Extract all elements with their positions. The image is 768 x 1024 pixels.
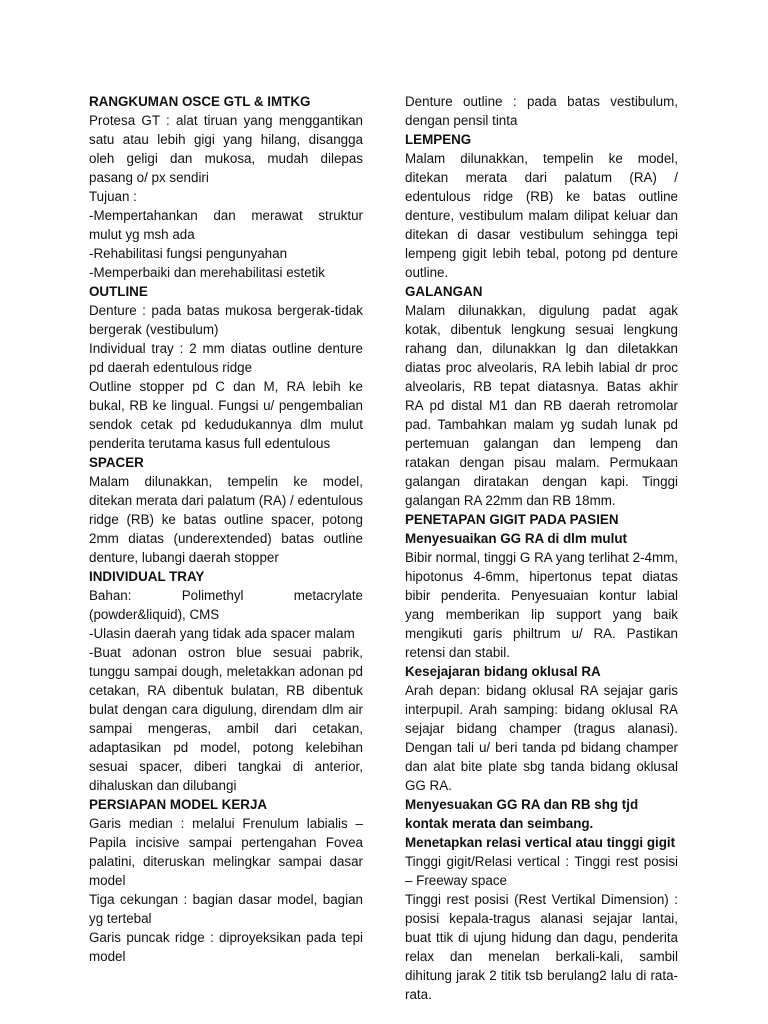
section-heading: Menetapkan relasi vertical atau tinggi gigit: [405, 835, 676, 850]
section-heading: Kesejajaran bidang oklusal RA: [405, 664, 601, 679]
section-heading: RANGKUMAN OSCE GTL & IMTKG: [89, 94, 311, 109]
text-paragraph: Tiga cekungan : bagian dasar model, bagian yg tertebal: [89, 892, 363, 926]
text-paragraph: -Ulasin daerah yang tidak ada spacer malam: [89, 626, 355, 641]
text-paragraph: -Memperbaiki dan merehabilitasi estetik: [89, 265, 325, 280]
text-paragraph: Arah depan: bidang oklusal RA sejajar garis interpupil. Arah samping: bidang oklusal RA sejajar bidang champer (tragus alanasi). Dengan tali u/ beri tanda pd bidang champer dan alat bite plate sbg tanda bidang oklusal GG RA.: [405, 683, 678, 793]
text-paragraph: -Buat adonan ostron blue sesuai pabrik, tunggu sampai dough, meletakkan adonan pd cetakan, RA dibentuk bulatan, RB dibentuk bulat dengan cara digulung, direndam dlm air sampai mengeras, ambil dari cetakan, adaptasikan pd model, potong kelebihan sesuai spacer, diberi tangkai di anterior, dihaluskan dan dilubangi: [89, 645, 363, 793]
text-paragraph: -Mempertahankan dan merawat struktur mulut yg msh ada: [89, 208, 363, 242]
section-heading: GALANGAN: [405, 284, 483, 299]
section-heading: INDIVIDUAL TRAY: [89, 569, 205, 584]
right-column: [405, 92, 678, 1004]
section-heading: OUTLINE: [89, 284, 148, 299]
section-heading: PERSIAPAN MODEL KERJA: [89, 797, 268, 812]
text-paragraph: -Rehabilitasi fungsi pengunyahan: [89, 246, 288, 261]
text-paragraph: Garis puncak ridge : diproyeksikan pada tepi model: [89, 930, 363, 964]
text-paragraph: Bibir normal, tinggi G RA yang terlihat 2-4mm, hipotonus 4-6mm, hipertonus tepat diatas bibir penderita. Penyesuaian kontur labial yang memberikan lip support yang baik mengikuti garis philtrum u/ RA. Pastikan retensi dan stabil.: [405, 550, 678, 660]
section-heading: Menyesuaikan GG RA di dlm mulut: [405, 531, 627, 546]
section-heading: PENETAPAN GIGIT PADA PASIEN: [405, 512, 619, 527]
text-paragraph: Individual tray : 2 mm diatas outline denture pd daerah edentulous ridge: [89, 341, 363, 375]
section-heading: SPACER: [89, 455, 144, 470]
text-paragraph: Garis median : melalui Frenulum labialis – Papila incisive sampai pertengahan Fovea palatini, diteruskan melingkar sampai dasar model: [89, 816, 363, 888]
text-paragraph: Denture outline : pada batas vestibulum, dengan pensil tinta: [405, 94, 678, 128]
text-paragraph: Tinggi gigit/Relasi vertical : Tinggi rest posisi – Freeway space: [405, 854, 678, 888]
text-paragraph: Protesa GT : alat tiruan yang menggantikan satu atau lebih gigi yang hilang, disangga oleh geligi dan mukosa, mudah dilepas pasang o/ px sendiri: [89, 113, 363, 185]
text-paragraph: Bahan: Polimethyl metacrylate (powder&liquid), CMS: [89, 588, 363, 622]
left-column: [89, 92, 363, 966]
text-paragraph: Denture : pada batas mukosa bergerak-tidak bergerak (vestibulum): [89, 303, 363, 337]
text-paragraph: Malam dilunakkan, digulung padat agak kotak, dibentuk lengkung sesuai lengkung rahang dan, dilunakkan lg dan diletakkan diatas proc alveolaris, RA lebih labial dr proc alveolaris, RB tepat diatasnya. Batas akhir RA pd distal M1 dan RB daerah retromolar pad. Tambahkan malam yg sudah lunak pd pertemuan galangan dan lempeng dan ratakan dengan pisau malam. Permukaan galangan diratakan dengan kapi. Tinggi galangan RA 22mm dan RB 18mm.: [405, 303, 678, 508]
section-heading: Menyesuakan GG RA dan RB shg tjd kontak merata dan seimbang.: [405, 797, 639, 831]
text-paragraph: Tinggi rest posisi (Rest Vertikal Dimension) : posisi kepala-tragus alanasi sejajar lantai, buat ttik di ujung hidung dan dagu, penderita relax dan menelan berkali-kali, sambil dihitung jarak 2 titik tsb berulang2 lalu di rata-rata.: [405, 892, 678, 1002]
text-paragraph: Malam dilunakkan, tempelin ke model, ditekan merata dari palatum (RA) / edentulous ridge (RB) ke batas outline denture, vestibulum malam dilipat keluar dan ditekan di dasar vestibulum sehingga tepi lempeng gigit lebih tebal, potong pd denture outline.: [405, 151, 678, 280]
text-paragraph: Outline stopper pd C dan M, RA lebih ke bukal, RB ke lingual. Fungsi u/ pengembalian sendok cetak pd kedudukannya dlm mulut penderita terutama kasus full edentulous: [89, 379, 363, 451]
text-paragraph: Malam dilunakkan, tempelin ke model, ditekan merata dari palatum (RA) / edentulous ridge (RB) ke batas outline spacer, potong 2mm diatas (underextended) batas outline denture, lubangi daerah stopper: [89, 474, 363, 565]
text-paragraph: Tujuan :: [89, 189, 137, 204]
section-heading: LEMPENG: [405, 132, 472, 147]
